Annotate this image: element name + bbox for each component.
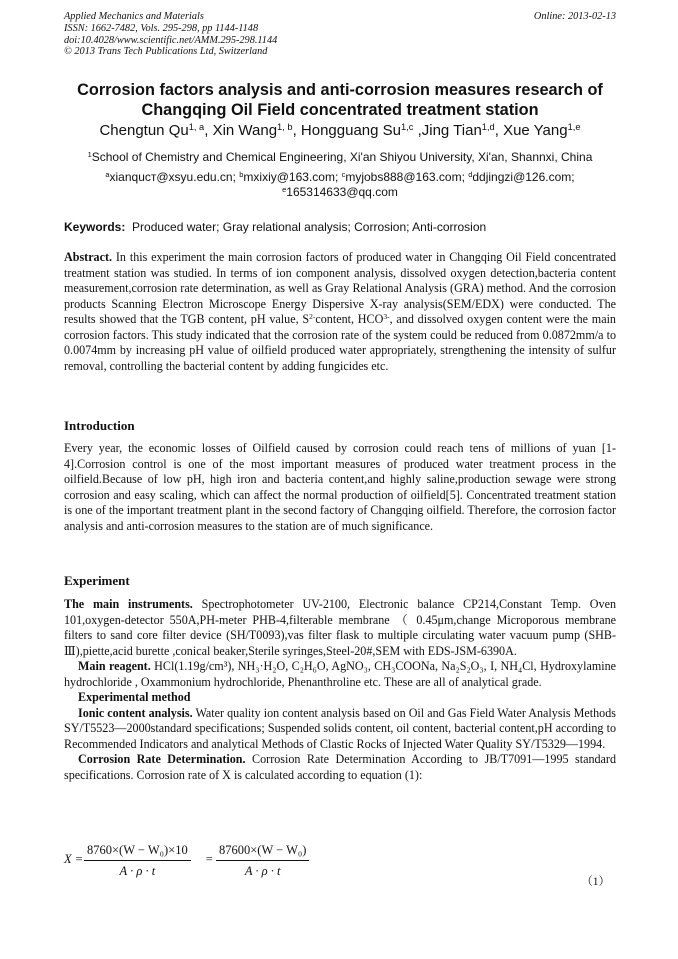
author: Xin Wang$^{1, b}$,: [212, 121, 301, 139]
author: Jing Tian$^{1,d}$,: [421, 121, 504, 139]
author: Chengtun Qu$^{1, a}$,: [99, 121, 213, 139]
author: Xue Yang$^{1,e}$: [503, 121, 581, 139]
equation-number: （1）: [581, 876, 610, 888]
keywords: [64, 220, 616, 235]
abstract: Abstract. In this experiment the main corrosion factors of produced water in Changqing Oil Field concentrated treatment station was studied. In terms of ion component analysis, dissolved oxygen detection,bacteria content measurement,corrosion rate determination, as well as Gray Relational Analysis (GRA) method. And the corrosion products Scanning Electron Microscope Energy Dispersive X-ray analysis(SEM/EDX) were conducted. The results showed that the TGB content, pH value, $S^{2-}content$, $HCO^{3-}$, and dissolved oxygen content were the main corrosion factors. This study indicated that the corrosion rate of the system could be reduced from 0.0872mm/a to 0.0074mm by increasing pH value of oilfield produced water appropriately, strengthening the intensity of sulfur removal, controlling the bacterial content by adding fungicides etc.: [64, 250, 616, 373]
issn-line: ISSN: 1662-7482, Vols. 295-298, pp 1144-1148: [64, 22, 259, 34]
copyright-line: © 2013 Trans Tech Publications Ltd, Switzerland: [64, 46, 268, 58]
email[interactable]: ddjingzi@126.com;: [472, 170, 575, 184]
email[interactable]: mxixiy@163.com;: [243, 170, 342, 184]
fraction-1-denominator: A · ρ · t: [119, 864, 156, 878]
journal-header: [64, 11, 616, 58]
experiment-section: [64, 597, 616, 784]
equation-lhs: X =: [64, 852, 84, 866]
introduction-text: Every year, the economic losses of Oilfield caused by corrosion could reach tens of millions of yuan [1-4].Corrosion control is one of the most important measures of produced water treatment process in the oilfield.Because of low pH, high iron and bacteria content,and highly saline,production sewage were strong corrosion and easy scaling, which can affect the normal production of oilfield[5]. Concentrated treatment station is one of the important treatment plant in the second factory of Changqing oilfield. Therefore, the corrosion factor analysis and anti-corrosion measures to the station are of much significance.: [64, 441, 616, 533]
keywords-label: Keywords:: [64, 220, 126, 234]
section-heading-experiment: Experiment: [64, 573, 130, 588]
instruments-paragraph: The main instruments. Spectrophotometer UV-2100, Electronic balance CP214,Constant Temp. Oven 101,oxygen-detector 550A,PH-meter PHB-4,filterable membrane （ 0.45μm,change Microporous membrane filters to sand core filter device (SH/T0093),vas filter flask to multiple circulating water vacuum pump (SHB-Ⅲ),piette,acid burette ,conical beaker,Sterile syringes,Steel-20#,SEM with EDS-JSM-6390A.: [64, 597, 616, 658]
fraction-2: [216, 843, 309, 879]
online-date: Online: 2013-02-13: [533, 11, 616, 22]
email-list: $^a$xianqucт@xsyu.edu.cn; $^b$mxixiy@163.com; $^c$myjobs888@163.com; $^d$ddjingzi@126.com; $^e$165314633@qq.com: [105, 169, 575, 199]
title-line-1: Corrosion factors analysis and anti-corrosion measures research of: [77, 81, 603, 99]
affiliation: $^1$School of Chemistry and Chemical Engineering, Xi'an Shiyou University, Xi'an, Shannxi, China: [87, 149, 593, 164]
email[interactable]: myjobs888@163.com;: [345, 170, 469, 184]
author-list: [50, 122, 630, 140]
email[interactable]: 165314633@qq.com: [286, 184, 398, 199]
email[interactable]: xianqucт@xsyu.edu.cn;: [109, 170, 240, 184]
journal-name: Applied Mechanics and Materials: [64, 11, 204, 22]
abstract-label: Abstract.: [64, 250, 113, 264]
equation-1: [64, 843, 616, 888]
corrosion-paragraph: Corrosion Rate Determination. Corrosion Rate Determination According to JB/T7091—1995 standard specifications. Corrosion rate of X is calculated according to equation (1):: [64, 752, 616, 783]
fraction-1: [84, 843, 191, 879]
author: Hongguang Su$^{1,c}$ ,: [300, 121, 422, 139]
reagent-paragraph: Main reagent. HCl(1.19g/cm³), NH₃·H₂O, C₂H₆O, AgNO₃, CH₃COONa, Na₂S₂O₃, I, NH₄Cl, Hydroxylamine hydrochloride , Oxammonium hydrochloride, Phenanthroline etc. These are all of analytical grade.: [64, 659, 617, 689]
doi-line: doi:10.4028/www.scientific.net/AMM.295-298.1144: [64, 34, 278, 46]
keywords-text: Produced water; Gray relational analysis; Corrosion; Anti-corrosion: [132, 220, 487, 234]
paper-title: [64, 80, 616, 120]
ionic-paragraph: Ionic content analysis. Water quality ion content analysis based on Oil and Gas Field Water Analysis Methods SY/T5523—2000standard specifications; Suspended solids content, oil content, bacterial content,pH according to Recommended Indicators and analytical Methods of Clastic Rocks of Injected Water Quality SY/T5329—1994.: [64, 705, 616, 751]
fraction-1-numerator: 8760×(W − W₀)×10: [84, 843, 191, 861]
title-line-2: Changqing Oil Field concentrated treatment station: [141, 101, 539, 119]
fraction-2-denominator: A · ρ · t: [244, 864, 281, 878]
fraction-2-numerator: 87600×(W − W₀): [216, 843, 309, 861]
equals-sign: =: [205, 852, 214, 866]
section-heading-introduction: Introduction: [64, 418, 135, 433]
method-subheading: Experimental method: [78, 690, 191, 705]
